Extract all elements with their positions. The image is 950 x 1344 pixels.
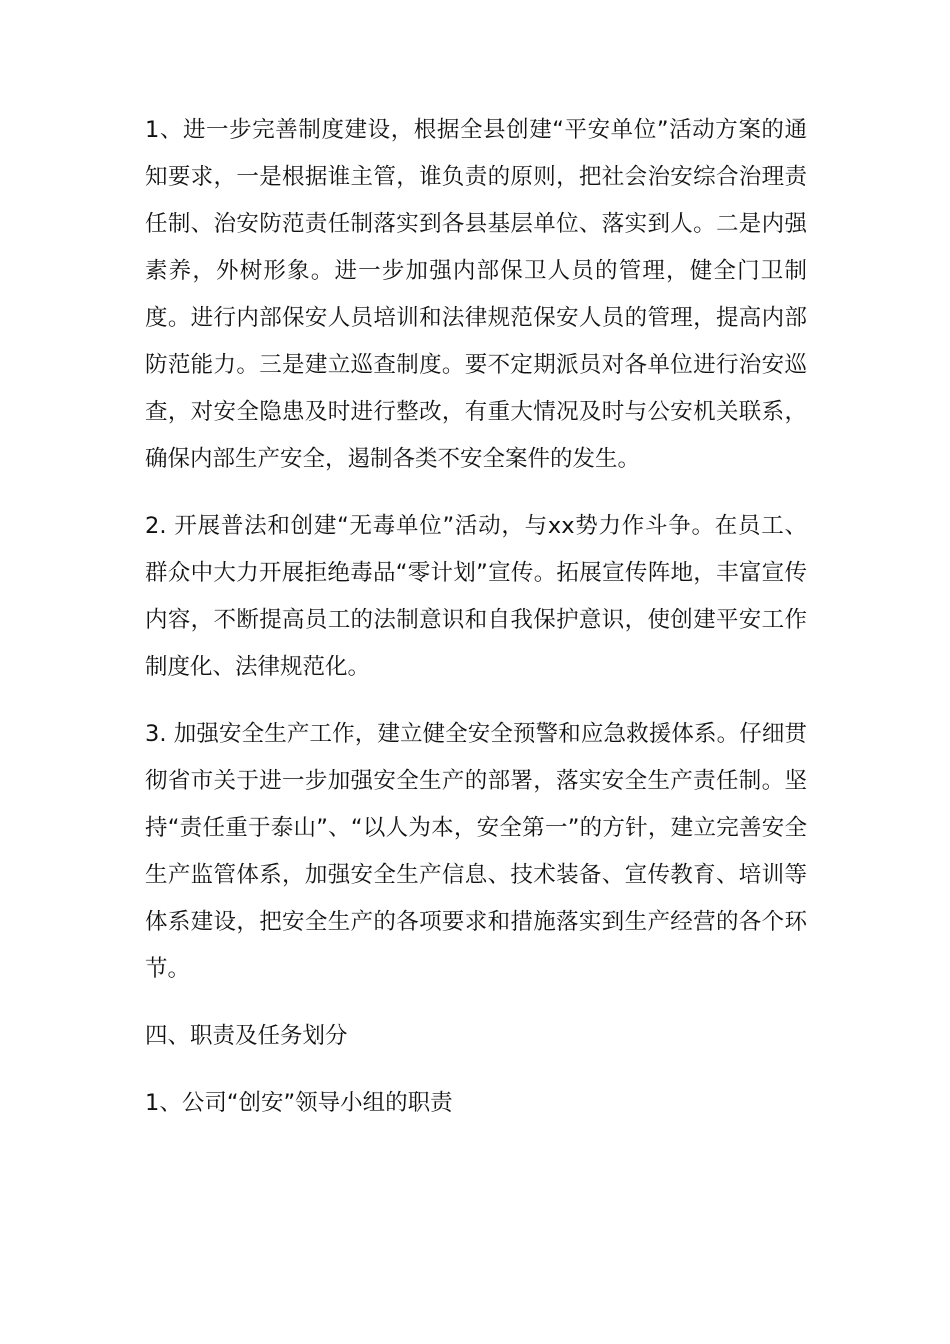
document-page xyxy=(145,107,807,1147)
paragraph-system-building: 1、进一步完善制度建设，根据全县创建“平安单位”活动方案的通知要求，一是根据谁主管，谁负责的原则，把社会治安综合治理责任制、治安防范责任制落实到各县基层单位、落实到人。二是内强素养，外树形象。进一步加强内部保卫人员的管理，健全门卫制度。进行内部保安人员培训和法律规范保安人员的管理，提高内部防范能力。三是建立巡查制度。要不定期派员对各单位进行治安巡查，对安全隐患及时进行整改，有重大情况及时与公安机关联系，确保内部生产安全，遏制各类不安全案件的发生。 xyxy=(145,117,807,472)
subheading-leadership-duties: 1、公司“创安”领导小组的职责 xyxy=(145,1090,453,1116)
paragraph-legal-education: 2. 开展普法和创建“无毒单位”活动，与xx势力作斗争。在员工、群众中大力开展拒绝毒品“零计划”宣传。拓展宣传阵地，丰富宣传内容，不断提高员工的法制意识和自我保护意识，使创建平安工作制度化、法律规范化。 xyxy=(145,513,807,680)
section-heading-duties: 四、职责及任务划分 xyxy=(145,1023,348,1049)
paragraph-production-safety: 3. 加强安全生产工作，建立健全安全预警和应急救援体系。仔细贯彻省市关于进一步加强安全生产的部署，落实安全生产责任制。坚持“责任重于泰山”、“以人为本，安全第一”的方针，建立完善安全生产监管体系，加强安全生产信息、技术装备、宣传教育、培训等体系建设，把安全生产的各项要求和措施落实到生产经营的各个环节。 xyxy=(145,721,807,982)
